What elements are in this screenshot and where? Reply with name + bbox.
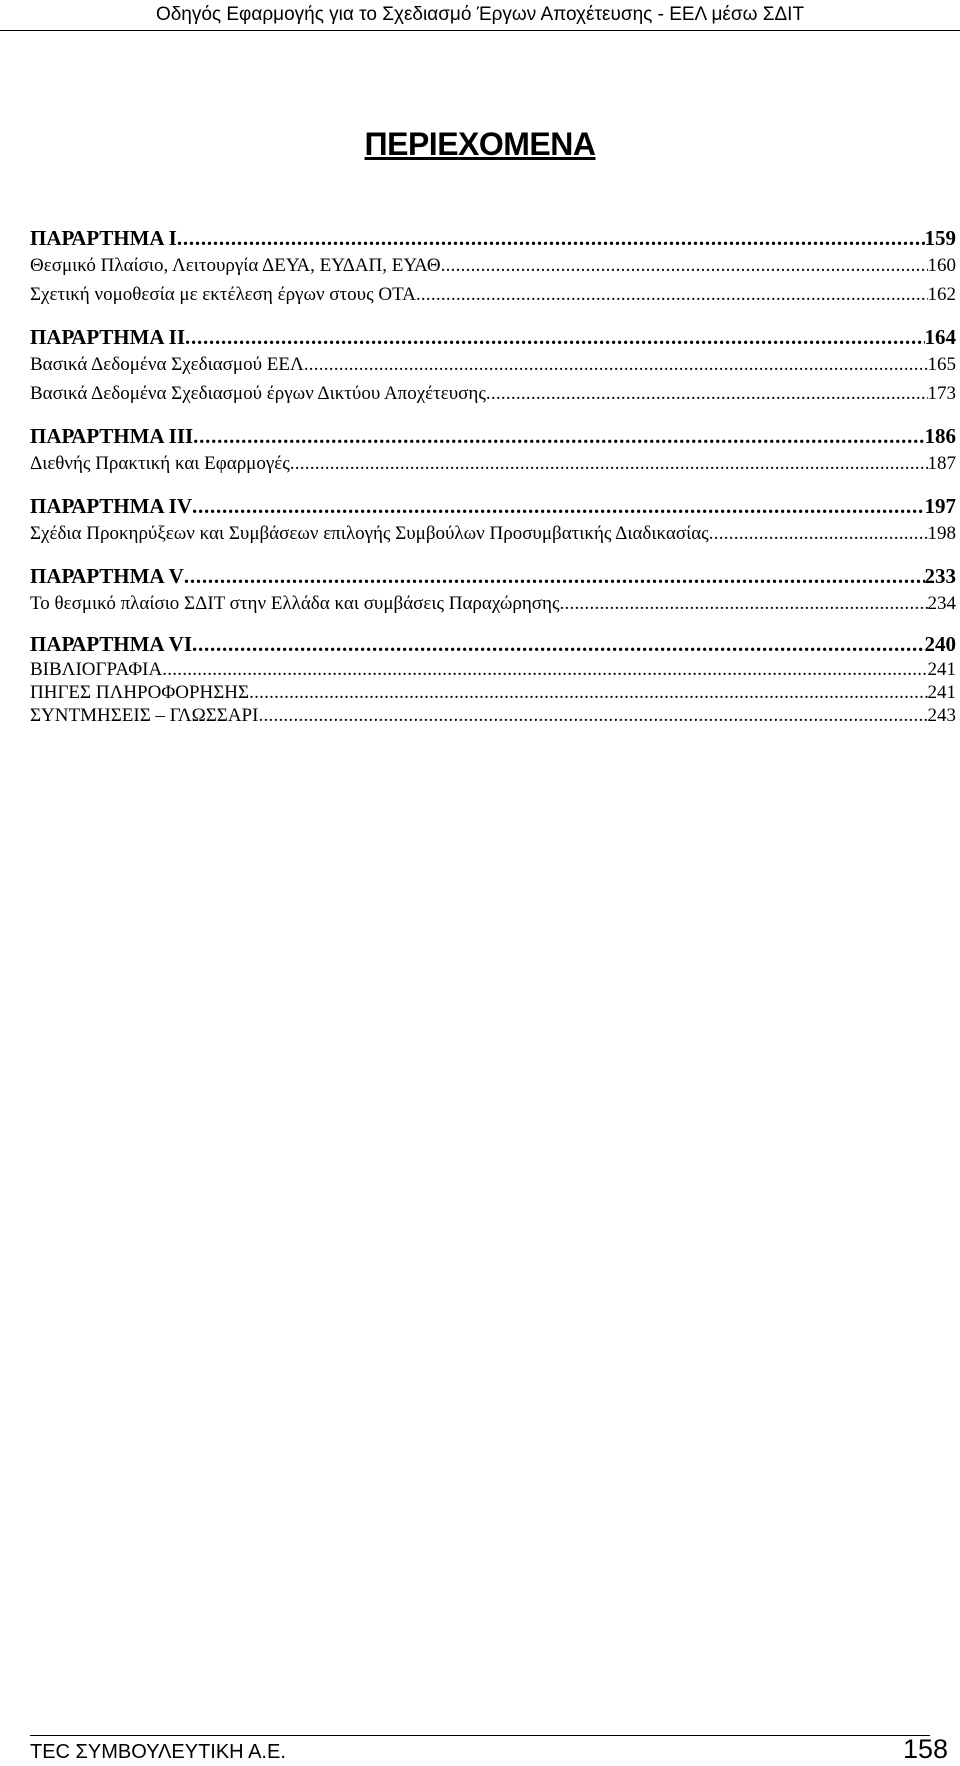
- toc-entry-title: Το θεσμικό πλαίσιο ΣΔΙΤ στην Ελλάδα και συμβάσεις Παραχώρησης: [30, 593, 560, 614]
- toc-entry-title: ΠΑΡΑΡΤΗΜΑ II: [30, 325, 185, 349]
- toc-dot-leader: [258, 705, 927, 727]
- toc-entry-appendix-5[interactable]: [30, 564, 956, 593]
- toc-entry-page: 241: [927, 682, 956, 703]
- toc-entry[interactable]: [30, 255, 956, 284]
- toc-dot-leader: [192, 494, 925, 519]
- toc-entry-page: 162: [927, 284, 956, 305]
- toc-dot-leader: [709, 523, 928, 545]
- toc-entry-title: ΠΑΡΑΡΤΗΜΑ I: [30, 226, 177, 250]
- toc-entry-page: 234: [927, 593, 956, 614]
- toc-dot-leader: [192, 632, 925, 657]
- toc-dot-leader: [486, 383, 928, 405]
- toc-entry-title: Βασικά Δεδομένα Σχεδιασμού ΕΕΛ: [30, 354, 304, 375]
- toc-entry[interactable]: [30, 523, 956, 552]
- toc-entry-appendix-1[interactable]: [30, 226, 956, 255]
- toc-dot-leader: [304, 354, 928, 376]
- toc-dot-leader: [177, 226, 925, 251]
- toc-entry-page: 160: [927, 255, 956, 276]
- toc-entry-title: Σχέδια Προκηρύξεων και Συμβάσεων επιλογής Συμβούλων Προσυμβατικής Διαδικασίας: [30, 523, 709, 544]
- toc-dot-leader: [560, 593, 928, 615]
- toc-entry-appendix-2[interactable]: [30, 325, 956, 354]
- toc-entry-page: 240: [924, 632, 956, 656]
- toc-entry-page: 159: [924, 226, 956, 250]
- toc-entry-page: 198: [927, 523, 956, 544]
- toc-dot-leader: [441, 255, 928, 277]
- toc-entry-sources[interactable]: [30, 682, 956, 705]
- toc-entry-title: Διεθνής Πρακτική και Εφαρμογές: [30, 453, 290, 474]
- toc-title: ΠΕΡΙΕΧΟΜΕΝΑ: [364, 126, 596, 162]
- toc-entry-title: ΠΑΡΑΡΤΗΜΑ V: [30, 564, 184, 588]
- toc-entry-title: ΣΥΝΤΜΗΣΕΙΣ – ΓΛΩΣΣΑΡΙ: [30, 705, 259, 726]
- toc-entry-page: 241: [927, 659, 956, 680]
- toc-entry-appendix-4[interactable]: [30, 494, 956, 523]
- toc-entry-title: ΠΑΡΑΡΤΗΜΑ III: [30, 424, 194, 448]
- toc-dot-leader: [185, 325, 925, 350]
- footer-page-number: 158: [902, 1734, 948, 1764]
- toc-entry-title: ΠΑΡΑΡΤΗΜΑ VI: [30, 632, 192, 656]
- toc-entry-title: Σχετική νομοθεσία με εκτέλεση έργων στους ΟΤΑ: [30, 284, 416, 305]
- toc-dot-leader: [162, 659, 927, 681]
- toc-entry-page: 243: [927, 705, 956, 726]
- toc-entry-page: 233: [924, 564, 956, 588]
- toc-entry-title: Βασικά Δεδομένα Σχεδιασμού έργων Δικτύου Αποχέτευσης: [30, 383, 486, 404]
- toc-entry-bibliography[interactable]: [30, 659, 956, 682]
- toc-dot-leader: [416, 284, 928, 306]
- toc-entry-page: 197: [924, 494, 956, 518]
- footer-company: TEC ΣΥΜΒΟΥΛΕΥΤΙΚΗ Α.Ε.: [30, 1741, 286, 1763]
- toc-entry[interactable]: [30, 593, 956, 622]
- toc-entry-appendix-3[interactable]: [30, 424, 956, 453]
- toc-entry-page: 173: [927, 383, 956, 404]
- running-header: [0, 0, 960, 31]
- table-of-contents: [30, 226, 956, 728]
- toc-entry-title: Θεσμικό Πλαίσιο, Λειτουργία ΔΕΥΑ, ΕΥΔΑΠ, ΕΥΑΘ: [30, 255, 441, 276]
- toc-dot-leader: [290, 453, 928, 475]
- toc-entry-appendix-6[interactable]: [30, 632, 956, 659]
- footer-divider: [30, 1735, 930, 1736]
- toc-entry-title: ΠΑΡΑΡΤΗΜΑ IV: [30, 494, 192, 518]
- toc-entry-page: 164: [924, 325, 956, 349]
- toc-entry[interactable]: [30, 453, 956, 482]
- toc-entry[interactable]: [30, 354, 956, 383]
- toc-entry-title: ΠΗΓΕΣ ΠΛΗΡΟΦΟΡΗΣΗΣ: [30, 682, 250, 703]
- toc-entry-page: 165: [927, 354, 956, 375]
- toc-entry-page: 187: [927, 453, 956, 474]
- toc-entry[interactable]: [30, 383, 956, 412]
- toc-entry-page: 186: [924, 424, 956, 448]
- toc-entry-glossary[interactable]: [30, 705, 956, 728]
- toc-dot-leader: [193, 424, 924, 449]
- toc-entry-title: ΒΙΒΛΙΟΓΡΑΦΙΑ: [30, 659, 163, 680]
- toc-dot-leader: [184, 564, 925, 589]
- toc-entry[interactable]: [30, 284, 956, 313]
- header-title: Οδηγός Εφαρμογής για το Σχεδιασμό Έργων Αποχέτευσης - ΕΕΛ μέσω ΣΔΙΤ: [155, 4, 805, 25]
- toc-dot-leader: [249, 682, 927, 704]
